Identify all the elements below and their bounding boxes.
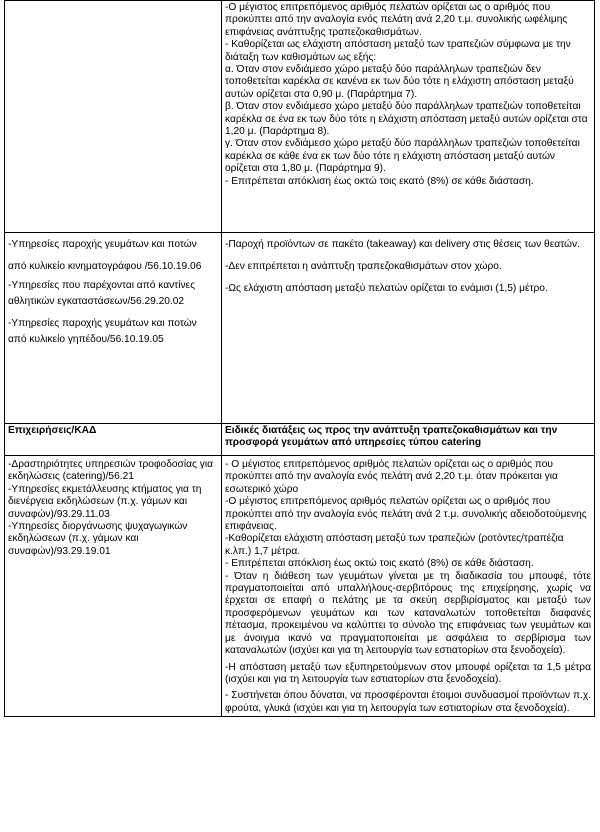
regulations-table <box>4 0 595 717</box>
paragraph: -Η απόσταση μεταξύ των εξυπηρετούμενων στον μπουφέ ορίζεται τα 1,5 μέτρα (ισχύει και για τη λειτουργία των εστιατορίων στα ξενοδοχεία). <box>225 661 591 685</box>
table-cell-left <box>5 1 222 233</box>
paragraph: - Συστήνεται όπου δύναται, να προσφέρονται έτοιμοι συνδυασμοί προϊόντων π.χ. φρούτα, γλυκά (ισχύει και για τη λειτουργία των εστιατορίων στα ξενοδοχεία). <box>225 690 591 714</box>
table-cell-right <box>222 233 595 424</box>
paragraph: -Υπηρεσίες που παρέχονται από καντίνες αθλητικών εγκαταστάσεων/56.29.20.02 <box>8 280 196 307</box>
paragraph: γ. Όταν στον ενδιάμεσο χώρο μεταξύ δύο παράλληλων τραπεζιών τοποθετείται καρέκλα σε κάθε ένα εκ των δύο τότε η ελάχιστη απόσταση μεταξύ αυτών ορίζεται στα 1,80 μ. (Παράρτημα 9). <box>225 138 580 175</box>
paragraph: -Ο μέγιστος επιτρεπόμενος αριθμός πελατών ορίζεται ως ο αριθμός που προκύπτει από την αναλογία ενός πελάτη ανά 2 τ.μ. συνολικής αδειοδοτούμενης επιφάνειας. <box>225 496 587 533</box>
paragraph: -Υπηρεσίες παροχής γευμάτων και ποτών από κυλικείο κινηματογράφου /56.10.19.06 <box>8 239 202 272</box>
table-row <box>5 233 595 424</box>
paragraph: -Υπηρεσίες παροχής γευμάτων και ποτών από κυλικείο γηπέδου/56.10.19.05 <box>8 318 197 345</box>
paragraph: -Δραστηριότητες υπηρεσιών τροφοδοσίας για εκδηλώσεις (catering)/56.21 <box>8 459 213 483</box>
table-cell-left <box>5 456 222 717</box>
paragraph: - Επιτρέπεται απόκλιση έως οκτώ τοις εκατό (8%) σε κάθε διάσταση. <box>225 175 534 187</box>
table-cell-right <box>222 1 595 233</box>
paragraph: - Ο μέγιστος επιτρεπόμενος αριθμός πελατών ορίζεται ως ο αριθμός που προκύπτει από την αναλογία ενός πελάτη ανά 2,20 τ.μ. όταν πρόκειται για εσωτερικό χώρο <box>225 459 558 495</box>
table-cell-left <box>5 233 222 424</box>
paragraph: -Παροχή προϊόντων σε πακέτο (takeaway) και delivery στις θέσεις των θεατών. <box>225 239 580 250</box>
paragraph: -Ο μέγιστος επιτρεπόμενος αριθμός πελατών ορίζεται ως ο αριθμός που προκύπτει από την αναλογία ενός πελάτη ανά 2,20 τ.μ. συνολικής ωφέλιμης επιφάνειας ανάπτυξης τραπεζοκαθισμάτων. <box>225 2 568 38</box>
paragraph: - Όταν η διάθεση των γευμάτων γίνεται με τη διαδικασία του μπουφέ, τότε πραγματοποιείται από υπαλλήλους-σερβιτόρους της επιχείρησης, χωρίς να έρχεται σε επαφή ο πελάτης με τα σκεύη σερβιρίσματος και μεταξύ των προσφερόμενων γευμάτων και των καταναλωτών τοποθετείται διαφανές πέτασμα, προκειμένου να καλύπτει το σύνολο της επιφάνειας των γευμάτων και με άνοιγμα ικανό να πραγματοποιείται με ασφάλεια το σερβίρισμα των καταναλωτών (ισχύει και για τη λειτουργία των εστιατορίων στα ξενοδοχεία). <box>225 570 591 657</box>
paragraph: β. Όταν στον ενδιάμεσο χώρο μεταξύ δύο παράλληλων τραπεζιών τοποθετείται καρέκλα σε ένα εκ των δύο τότε η ελάχιστη απόσταση μεταξύ αυτών ορίζεται στα 1,20 μ. (Παράρτημα 8). <box>225 101 588 138</box>
paragraph: -Υπηρεσίες διοργάνωσης ψυχαγωγικών εκδηλώσεων (π.χ. γάμων και συναφών)/93.29.19.01 <box>8 521 188 557</box>
paragraph: -Υπηρεσίες εκμετάλλευσης κτήματος για τη διενέργεια εκδηλώσεων (π.χ. γάμων και συναφών)/93.29.11.03 <box>8 483 202 520</box>
paragraph: -Δεν επιτρέπεται η ανάπτυξη τραπεζοκαθισμάτων στον χώρο. <box>225 261 502 272</box>
table-row <box>5 1 595 233</box>
paragraph: - Επιτρέπεται απόκλιση έως οκτώ τοις εκατό (8%) σε κάθε διάσταση. <box>225 558 534 570</box>
table-cell-right <box>222 456 595 717</box>
paragraph: - Καθορίζεται ως ελάχιστη απόσταση μεταξύ των τραπεζιών σύμφωνα με την διάταξη των καθισμάτων ως εξής: <box>225 39 571 63</box>
paragraph: -Ως ελάχιστη απόσταση μεταξύ πελατών ορίζεται το ενάμισι (1,5) μέτρο. <box>225 283 548 294</box>
column-header-businesses: Επιχειρήσεις/ΚΑΔ <box>5 424 222 456</box>
paragraph: -Καθορίζεται ελάχιστη απόσταση μεταξύ των τραπεζιών (ροτόντες/τραπέζια κ.λπ.) 1,7 μέτρα. <box>225 533 564 557</box>
paragraph: α. Όταν στον ενδιάμεσο χώρο μεταξύ δύο παράλληλων τραπεζιών δεν τοποθετείται καρέκλα σε κανένα εκ των δύο τότε η ελάχιστη απόσταση μεταξύ αυτών ορίζεται στα 0,90 μ. (Παράρτημα 7). <box>225 64 574 100</box>
table-row <box>5 456 595 717</box>
table-row <box>5 424 595 456</box>
column-header-special-provisions: Ειδικές διατάξεις ως προς την ανάπτυξη τραπεζοκαθισμάτων και την προσφορά γευμάτων από υπηρεσίες τύπου catering <box>222 424 595 456</box>
